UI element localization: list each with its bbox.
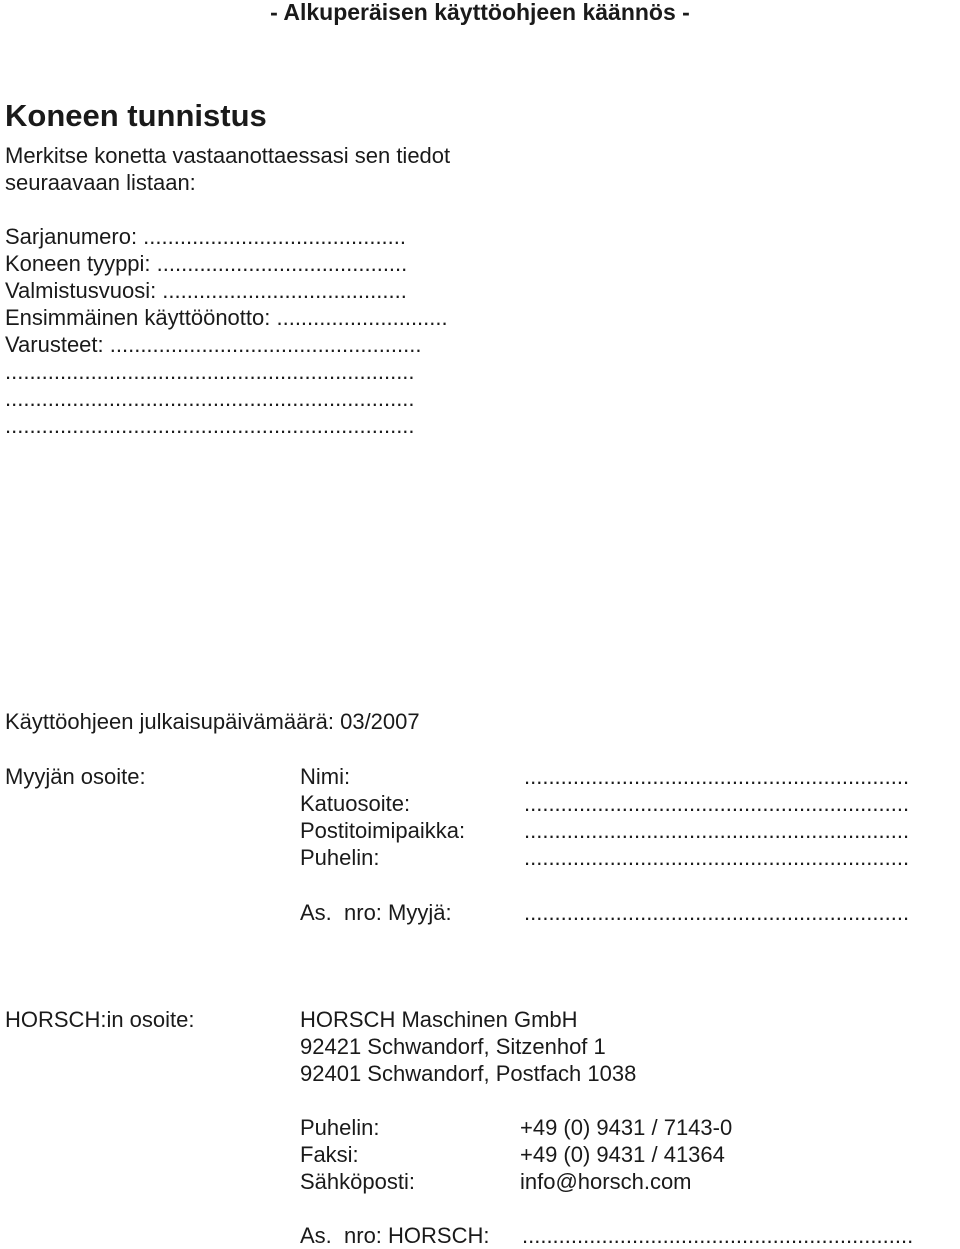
dealer-street-label: Katuosoite:	[300, 791, 411, 816]
section-title: Koneen tunnistus	[5, 98, 267, 133]
dealer-phone-label: Puhelin:	[300, 845, 380, 870]
accessories-line: ...................................................................	[5, 359, 415, 384]
horsch-phone-value: +49 (0) 9431 / 7143-0	[520, 1115, 733, 1140]
document-header: - Alkuperäisen käyttöohjeen käännös -	[270, 0, 690, 25]
accessories-field: Varusteet: ...................................................	[5, 332, 422, 357]
horsch-address-line-1: 92421 Schwandorf, Sitzenhof 1	[300, 1034, 606, 1059]
horsch-fax-label: Faksi:	[300, 1142, 359, 1167]
serial-number-field: Sarjanumero: ...........................................	[5, 224, 407, 249]
publication-date: Käyttöohjeen julkaisupäivämäärä: 03/2007	[5, 709, 420, 734]
dealer-customer-no-value: ...............................................................	[524, 900, 910, 925]
dealer-phone-value: ...............................................................	[524, 845, 910, 870]
dealer-postal-label: Postitoimipaikka:	[300, 818, 466, 843]
dealer-postal-value: ...............................................................	[524, 818, 910, 843]
intro-text-line-2: seuraavaan listaan:	[5, 170, 196, 195]
dealer-name-value: ...............................................................	[524, 764, 910, 789]
intro-text-line-1: Merkitse konetta vastaanottaessasi sen tiedot	[5, 143, 451, 168]
horsch-customer-no-value: ................................................................	[522, 1223, 914, 1248]
horsch-address-line-2: 92401 Schwandorf, Postfach 1038	[300, 1061, 637, 1086]
horsch-address-label: HORSCH:in osoite:	[5, 1007, 195, 1032]
accessories-line: ...................................................................	[5, 386, 415, 411]
horsch-company-name: HORSCH Maschinen GmbH	[300, 1007, 578, 1032]
horsch-phone-label: Puhelin:	[300, 1115, 380, 1140]
machine-type-field: Koneen tyyppi: .........................................	[5, 251, 408, 276]
horsch-email-value: info@horsch.com	[520, 1169, 692, 1194]
horsch-fax-value: +49 (0) 9431 / 41364	[520, 1142, 725, 1167]
dealer-address-label: Myyjän osoite:	[5, 764, 146, 789]
horsch-customer-no-label: As. nro: HORSCH:	[300, 1223, 490, 1248]
first-use-field: Ensimmäinen käyttöönotto: ............................	[5, 305, 448, 330]
dealer-customer-no-label: As. nro: Myyjä:	[300, 900, 452, 925]
dealer-name-label: Nimi:	[300, 764, 351, 789]
horsch-email-label: Sähköposti:	[300, 1169, 415, 1194]
manufacture-year-field: Valmistusvuosi: ........................................	[5, 278, 407, 303]
dealer-street-value: ...............................................................	[524, 791, 910, 816]
accessories-line: ...................................................................	[5, 413, 415, 438]
